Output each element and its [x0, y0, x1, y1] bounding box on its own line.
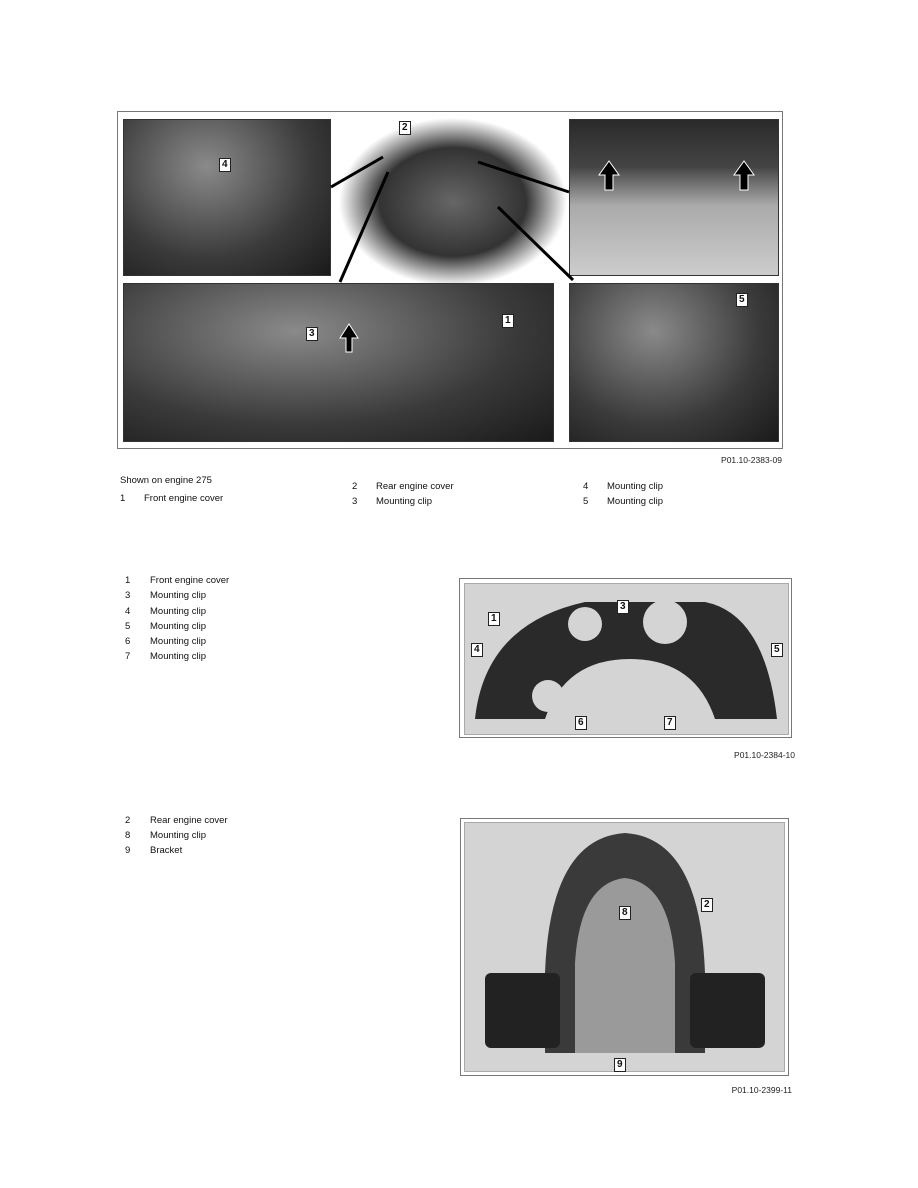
legend-number: 5	[583, 496, 589, 507]
figure-engine-overview	[117, 111, 783, 449]
callout-9: 9	[614, 1058, 626, 1072]
legend-label: Mounting clip	[150, 830, 206, 841]
callout-5: 5	[736, 293, 748, 307]
figure-caption: P01.10-2384-10	[734, 750, 795, 760]
callout-8: 8	[619, 906, 631, 920]
callout-7: 7	[664, 716, 676, 730]
legend-label: Mounting clip	[607, 481, 663, 492]
figure-caption: P01.10-2383-09	[721, 455, 782, 465]
legend-number: 9	[125, 845, 131, 856]
rear-cover-shape	[465, 823, 784, 1071]
leader-lines	[118, 112, 782, 448]
callout-3: 3	[306, 327, 318, 341]
legend-number: 1	[120, 493, 126, 504]
legend-number: 2	[125, 815, 131, 826]
legend-number: 3	[352, 496, 358, 507]
legend-label: Rear engine cover	[376, 481, 454, 492]
legend-intro: Shown on engine 275	[120, 475, 212, 486]
legend-label: Front engine cover	[150, 575, 230, 586]
legend-number: 4	[125, 606, 131, 617]
figure-caption: P01.10-2399-11	[731, 1085, 792, 1095]
legend-label: Rear engine cover	[150, 815, 228, 826]
legend-label: Mounting clip	[150, 621, 206, 632]
legend-label: Mounting clip	[150, 651, 206, 662]
legend-number: 1	[125, 575, 131, 586]
legend-label: Mounting clip	[150, 606, 206, 617]
callout-5: 5	[771, 643, 783, 657]
callout-4: 4	[471, 643, 483, 657]
callout-6: 6	[575, 716, 587, 730]
legend-label: Front engine cover	[144, 493, 224, 504]
callout-4: 4	[219, 158, 231, 172]
callout-1: 1	[488, 612, 500, 626]
legend-number: 3	[125, 590, 131, 601]
legend-number: 5	[125, 621, 131, 632]
callout-3: 3	[617, 600, 629, 614]
legend-label: Mounting clip	[376, 496, 432, 507]
legend-label: Mounting clip	[150, 636, 206, 647]
legend-number: 8	[125, 830, 131, 841]
legend-number: 2	[352, 481, 358, 492]
legend-number: 7	[125, 651, 131, 662]
photo-rear-cover	[464, 822, 785, 1072]
legend-number: 4	[583, 481, 589, 492]
legend-label: Bracket	[150, 845, 183, 856]
callout-2: 2	[701, 898, 713, 912]
callout-2: 2	[399, 121, 411, 135]
legend-label: Mounting clip	[150, 590, 206, 601]
legend-label: Mounting clip	[607, 496, 663, 507]
legend-number: 6	[125, 636, 131, 647]
figure-rear-engine-cover	[460, 818, 789, 1076]
callout-1: 1	[502, 314, 514, 328]
